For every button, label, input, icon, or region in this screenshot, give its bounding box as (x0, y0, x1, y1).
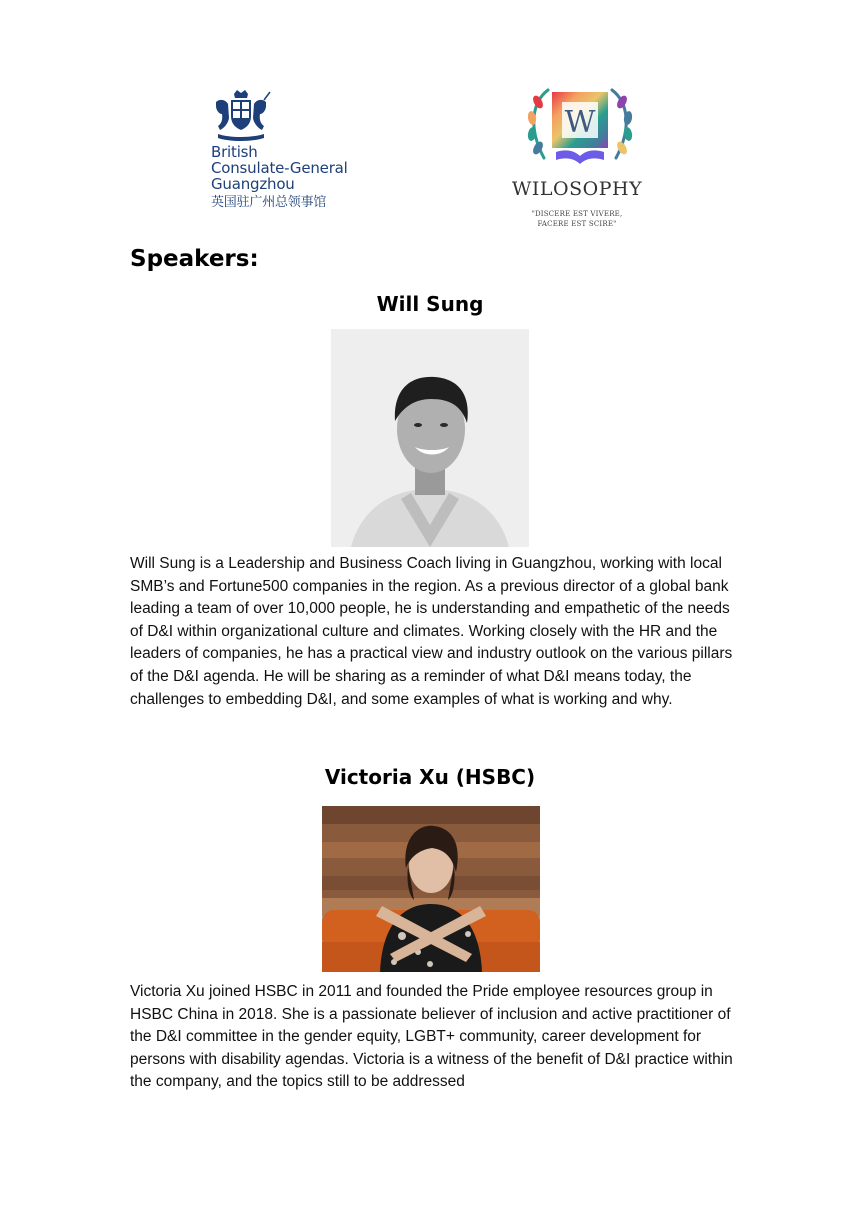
svg-text:W: W (564, 105, 596, 140)
speaker-name: Victoria Xu (HSBC) (324, 765, 536, 789)
speaker-photo (331, 329, 529, 547)
wilosophy-motto (510, 209, 644, 229)
wilosophy-motto-line: FACERE EST SCIRE" (537, 220, 617, 228)
wilosophy-emblem-icon (518, 80, 642, 175)
consulate-logo-line: British (211, 143, 258, 161)
speaker-name: Will Sung (376, 292, 484, 316)
consulate-logo-line: Consulate-General (211, 159, 348, 177)
wilosophy-motto-line: "DISCERE EST VIVERE, (531, 210, 623, 218)
royal-coat-of-arms-icon (210, 88, 272, 142)
speaker-photo (322, 806, 540, 972)
wilosophy-logo (510, 80, 650, 230)
wilosophy-name: WILOSOPHY (511, 178, 643, 200)
speaker-bio: Will Sung is a Leadership and Business Coach living in Guangzhou, working with local SMB’s and Fortune500 companies in the region. As a previous director of a global bank leading a team of over 10,000 people, he is understanding and empathetic of the needs of D&I within organizational culture and climates. Working closely with the HR and the leaders of companies, he has a practical view and industry outlook on the various pillars of the D&I agenda. He will be sharing as a reminder of what D&I means today, the challenges to embedding D&I, and some examples of what is working and why. (130, 555, 733, 708)
consulate-logo-chinese: 英国驻广州总领事馆 (211, 195, 327, 210)
speakers-heading: Speakers: (130, 246, 259, 272)
consulate-logo (210, 88, 380, 218)
consulate-logo-line: Guangzhou (211, 175, 295, 193)
speaker-bio: Victoria Xu joined HSBC in 2011 and founded the Pride employee resources group in HSBC China in 2018. She is a passionate believer of inclusion and active practitioner of the D&I committee in the gender equity, LGBT+ community, career development for persons with disability agendas. Victoria is a witness of the benefit of D&I practice within the company, and the topics still to be addressed (130, 983, 733, 1091)
